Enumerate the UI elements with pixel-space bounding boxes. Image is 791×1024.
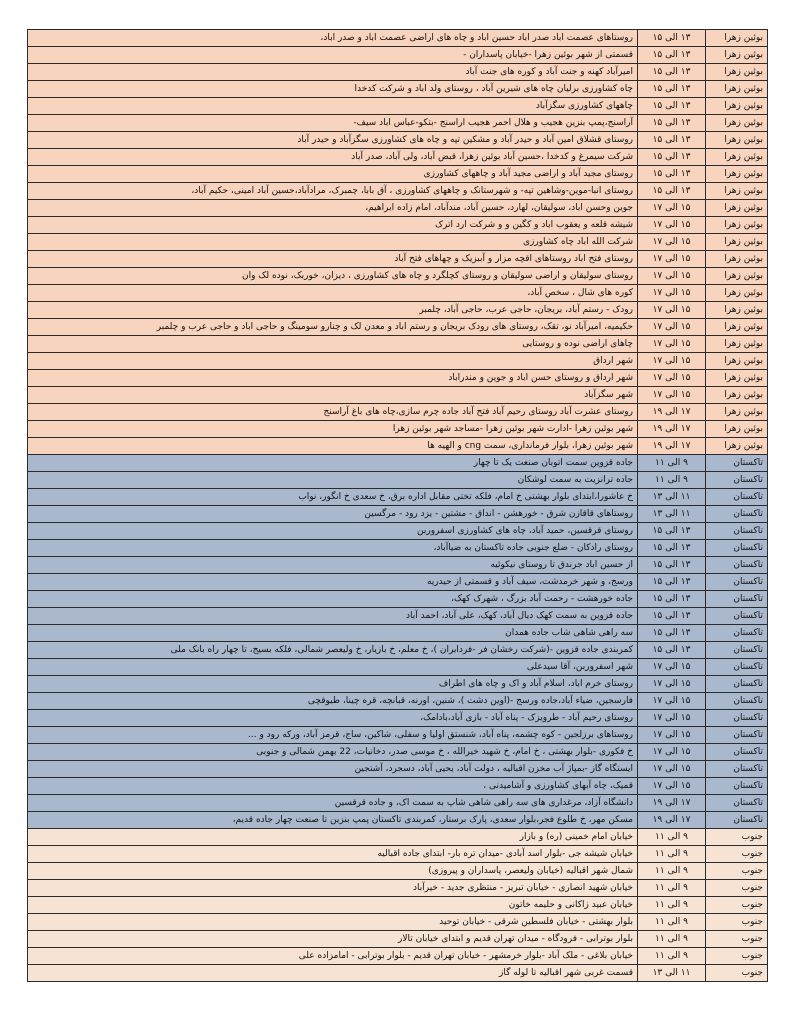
time-window-cell: ۱۵ الی ۱۷ (638, 217, 706, 234)
time-window-cell: ۱۳ الی ۱۵ (638, 132, 706, 149)
affected-areas-cell: کمربندی جاده قزوین -(شرکت رخشان فر -فردابران )، خ معلم، خ بازیار، خ ولیعصر شمالی، فلکه بسیج، تا چهار راه بانک ملی (28, 642, 638, 659)
table-row (28, 778, 768, 795)
region-cell: تاکستان (706, 727, 768, 744)
affected-areas-cell: دانشگاه آزاد، مرغداری های سه راهی شاهی شاپ به سمت اک، و جاده قرقسین (28, 795, 638, 812)
affected-areas-cell: ورسج، و شهر خرمدشت، سیف آباد و قسمتی از حیدریه (28, 574, 638, 591)
affected-areas-cell: امیرآباد کهنه و جنت آباد و کوره های جنت آباد (28, 64, 638, 81)
table-row (28, 472, 768, 489)
table-row (28, 30, 768, 47)
affected-areas-cell: مسکن مهر، خ طلوع فجر،بلوار سعدی، پارک برستار، کمربندی تاکستان پمپ بنزین تا صنعت چهار جاده قدیم، (28, 812, 638, 829)
affected-areas-cell: شرکت سیمرغ و کدخدا ،حسین آباد بوئین زهرا، قبض آباد، ولی آباد، صدر آباد (28, 149, 638, 166)
region-cell: جنوب (706, 965, 768, 982)
affected-areas-cell: شمال شهر اقبالیه (خیابان ولیعصر، پاسداران و پیروزی) (28, 863, 638, 880)
time-window-cell: ۹ الی ۱۱ (638, 829, 706, 846)
affected-areas-cell: روستای انبا-موین-وشاهین تپه- و شهرستانک و چاههای کشاورزی ، آق بابا، چمبرک، مرادآباد،حسین آباد امینی، حکیم آباد، (28, 183, 638, 200)
time-window-cell: ۹ الی ۱۱ (638, 897, 706, 914)
table-row (28, 489, 768, 506)
affected-areas-cell: چاههای کشاورزی سگزآباد (28, 98, 638, 115)
time-window-cell: ۱۳ الی ۱۵ (638, 166, 706, 183)
region-cell: بوئین زهرا (706, 30, 768, 47)
affected-areas-cell: شرکت الله اباد چاه کشاورزی (28, 234, 638, 251)
time-window-cell: ۱۱ الی ۱۳ (638, 506, 706, 523)
affected-areas-cell: روستاهای عصمت اباد صدر اباد حسین اباد و چاه های اراضی عصمت اباد و صدر اباد، (28, 30, 638, 47)
time-window-cell: ۱۱ الی ۱۳ (638, 965, 706, 982)
region-cell: تاکستان (706, 778, 768, 795)
affected-areas-cell: خ عاشورا،ابتدای بلوار بهشتی خ امام، فلکه تختی مقابل اداره برق، خ سعدی خ انگور، نواب (28, 489, 638, 506)
affected-areas-cell: جاده قزوین سمت اتوبان صنعت یک تا چهار (28, 455, 638, 472)
time-window-cell: ۱۷ الی ۱۹ (638, 404, 706, 421)
region-cell: تاکستان (706, 506, 768, 523)
region-cell: تاکستان (706, 540, 768, 557)
table-row (28, 455, 768, 472)
region-cell: بوئین زهرا (706, 268, 768, 285)
region-cell: تاکستان (706, 659, 768, 676)
region-cell: جنوب (706, 863, 768, 880)
time-window-cell: ۹ الی ۱۱ (638, 455, 706, 472)
table-row (28, 642, 768, 659)
region-cell: بوئین زهرا (706, 336, 768, 353)
affected-areas-cell: شهر بوئین زهرا -ادارت شهر بوئین زهرا -مساجد شهر بوئین زهرا (28, 421, 638, 438)
table-row (28, 574, 768, 591)
affected-areas-cell: روستای خرم اباد، اسلام آباد و اک و چاه های اطراف (28, 676, 638, 693)
region-cell: تاکستان (706, 557, 768, 574)
time-window-cell: ۱۵ الی ۱۷ (638, 268, 706, 285)
time-window-cell: ۱۵ الی ۱۷ (638, 370, 706, 387)
region-cell: تاکستان (706, 710, 768, 727)
affected-areas-cell: ایستگاه گاز -بمپاژ آب مخزن اقبالیه ، دولت آباد، یحیی آباد، دسجرد، آشتجین (28, 761, 638, 778)
table-row (28, 183, 768, 200)
table-row (28, 353, 768, 370)
region-cell: بوئین زهرا (706, 132, 768, 149)
region-cell: بوئین زهرا (706, 64, 768, 81)
time-window-cell: ۹ الی ۱۱ (638, 931, 706, 948)
affected-areas-cell: روستای عشرت آباد روستای رحیم آباد فتح آباد جاده چرم سازی،چاه های باغ آراسنج (28, 404, 638, 421)
time-window-cell: ۱۵ الی ۱۷ (638, 676, 706, 693)
region-cell: تاکستان (706, 455, 768, 472)
time-window-cell: ۱۵ الی ۱۷ (638, 234, 706, 251)
affected-areas-cell: روستای سولیقان و اراضی سولیقان و روستای کچلگرد و چاه های کشاورزی ، دیزان، خوربک، نوده لک وان (28, 268, 638, 285)
region-cell: بوئین زهرا (706, 285, 768, 302)
region-cell: تاکستان (706, 761, 768, 778)
table-row (28, 761, 768, 778)
table-row (28, 812, 768, 829)
affected-areas-cell: روستاهای برزلجین - کوه چشمه، پناه آباد، شنستق اولیا و سفلی، شاکین، ساج، قرمز آباد، ورکه رود و ... (28, 727, 638, 744)
region-cell: بوئین زهرا (706, 81, 768, 98)
table-row (28, 608, 768, 625)
table-row (28, 557, 768, 574)
region-cell: تاکستان (706, 676, 768, 693)
region-cell: بوئین زهرا (706, 166, 768, 183)
affected-areas-cell: خیابان امام خمینی (ره) و بازار (28, 829, 638, 846)
table-row (28, 319, 768, 336)
affected-areas-cell: حکیمیه، امیرآباد نو، تقک، روستای های رودک بریجان و رستم اباد و معدن لک و چنارو سومینگ و حاجی اباد و حاجی عرب و چلمبر (28, 319, 638, 336)
region-cell: تاکستان (706, 744, 768, 761)
affected-areas-cell: روستاهای قاقازن شرق - خورهشن - انداق - مشتین - یزد رود - مرگسین (28, 506, 638, 523)
table-row (28, 285, 768, 302)
table-row (28, 914, 768, 931)
table-row (28, 965, 768, 982)
region-cell: بوئین زهرا (706, 438, 768, 455)
time-window-cell: ۱۳ الی ۱۵ (638, 540, 706, 557)
affected-areas-cell: شهر بوئین زهرا، بلوار فرمانداری، سمت cng و الهیه ها (28, 438, 638, 455)
table-row (28, 863, 768, 880)
time-window-cell: ۱۳ الی ۱۵ (638, 149, 706, 166)
time-window-cell: ۱۳ الی ۱۵ (638, 64, 706, 81)
time-window-cell: ۹ الی ۱۱ (638, 863, 706, 880)
table-row (28, 829, 768, 846)
table-row (28, 336, 768, 353)
time-window-cell: ۱۳ الی ۱۵ (638, 591, 706, 608)
time-window-cell: ۱۷ الی ۱۹ (638, 812, 706, 829)
table-row (28, 540, 768, 557)
table-row (28, 710, 768, 727)
table-row (28, 523, 768, 540)
region-cell: تاکستان (706, 523, 768, 540)
time-window-cell: ۱۵ الی ۱۷ (638, 353, 706, 370)
region-cell: بوئین زهرا (706, 302, 768, 319)
table-row (28, 98, 768, 115)
region-cell: جنوب (706, 914, 768, 931)
time-window-cell: ۱۵ الی ۱۷ (638, 710, 706, 727)
region-cell: بوئین زهرا (706, 183, 768, 200)
time-window-cell: ۱۳ الی ۱۵ (638, 608, 706, 625)
table-row (28, 115, 768, 132)
region-cell: بوئین زهرا (706, 387, 768, 404)
region-cell: بوئین زهرا (706, 98, 768, 115)
table-row (28, 948, 768, 965)
affected-areas-cell: روستای فتح اباد روستاهای اقچه مزار و آببزیک و چهاهای فتح آباد (28, 251, 638, 268)
time-window-cell: ۹ الی ۱۱ (638, 914, 706, 931)
region-cell: جنوب (706, 829, 768, 846)
region-cell: بوئین زهرا (706, 370, 768, 387)
table-row (28, 591, 768, 608)
table-row (28, 846, 768, 863)
time-window-cell: ۱۵ الی ۱۷ (638, 761, 706, 778)
time-window-cell: ۱۵ الی ۱۷ (638, 387, 706, 404)
table-row (28, 302, 768, 319)
time-window-cell: ۱۵ الی ۱۷ (638, 659, 706, 676)
table-row (28, 795, 768, 812)
table-row (28, 506, 768, 523)
region-cell: تاکستان (706, 574, 768, 591)
region-cell: تاکستان (706, 812, 768, 829)
table-row (28, 268, 768, 285)
affected-areas-cell: روستای رادکان - ضلع جنوبی جاده تاکستان به ضیاآباد، (28, 540, 638, 557)
table-row (28, 727, 768, 744)
schedule-body (28, 30, 768, 982)
table-row (28, 693, 768, 710)
region-cell: بوئین زهرا (706, 319, 768, 336)
affected-areas-cell: روستای قرقسین، حمید آباد، چاه های کشاورزی اسفروربن (28, 523, 638, 540)
affected-areas-cell: خ فکوری -بلوار بهشتی ، خ امام، خ شهید خیرالله ، خ موسی صدر، دخانیات، 22 بهمن شمالی و جنوبی (28, 744, 638, 761)
affected-areas-cell: روستای رحیم آباد - طرویزک - پناه آباد - بازی آباد،بادامک، (28, 710, 638, 727)
affected-areas-cell: قسمت غربی شهر اقبالیه تا لوله گاز (28, 965, 638, 982)
affected-areas-cell: خیابان شیشه جی -بلوار اسد آبادی -میدان تره بار- ابتدای جاده اقبالیه (28, 846, 638, 863)
time-window-cell: ۱۳ الی ۱۵ (638, 642, 706, 659)
affected-areas-cell: فارسجین، ضیاء آباد،جاده ورسج -(اوین دشت )، شنین، اورنه، قبانچه، قره چینا، طیوقچی (28, 693, 638, 710)
region-cell: بوئین زهرا (706, 421, 768, 438)
region-cell: جنوب (706, 880, 768, 897)
affected-areas-cell: رودک - رستم آباد، بریجان، حاجی عرب، حاجی آباد، چلمبر (28, 302, 638, 319)
region-cell: بوئین زهرا (706, 115, 768, 132)
region-cell: بوئین زهرا (706, 251, 768, 268)
table-row (28, 931, 768, 948)
region-cell: تاکستان (706, 795, 768, 812)
table-row (28, 149, 768, 166)
table-row (28, 387, 768, 404)
table-row (28, 234, 768, 251)
region-cell: جنوب (706, 948, 768, 965)
time-window-cell: ۱۵ الی ۱۷ (638, 727, 706, 744)
region-cell: بوئین زهرا (706, 353, 768, 370)
time-window-cell: ۱۵ الی ۱۷ (638, 302, 706, 319)
affected-areas-cell: بلوار بوترابی - فرودگاه - میدان تهران قدیم و ابتدای خیابان تالار (28, 931, 638, 948)
table-row (28, 744, 768, 761)
region-cell: بوئین زهرا (706, 234, 768, 251)
time-window-cell: ۱۵ الی ۱۷ (638, 319, 706, 336)
affected-areas-cell: شهر اسفروربن، آقا سیدعلی (28, 659, 638, 676)
affected-areas-cell: جاده خورهشت - رحمت آباد بزرگ ، شهرک کهک، (28, 591, 638, 608)
region-cell: تاکستان (706, 608, 768, 625)
time-window-cell: ۱۳ الی ۱۵ (638, 625, 706, 642)
time-window-cell: ۱۳ الی ۱۵ (638, 115, 706, 132)
affected-areas-cell: چاهای اراضی نوده و روستایی (28, 336, 638, 353)
table-row (28, 897, 768, 914)
region-cell: بوئین زهرا (706, 217, 768, 234)
time-window-cell: ۱۵ الی ۱۷ (638, 251, 706, 268)
affected-areas-cell: جاده قزوین به سمت کهک دیال آباد، کهک، علی آباد، احمد آباد (28, 608, 638, 625)
table-row (28, 404, 768, 421)
time-window-cell: ۱۷ الی ۱۹ (638, 421, 706, 438)
affected-areas-cell: جوین وحسن اباد، سولیقان، لهارد، حسین آباد، مندآباد، امام زاده ابراهیم، (28, 200, 638, 217)
table-row (28, 421, 768, 438)
table-row (28, 370, 768, 387)
affected-areas-cell: شیشه قلعه و یعقوب اباد و کگین و و شرکت ارد اترک (28, 217, 638, 234)
region-cell: بوئین زهرا (706, 149, 768, 166)
region-cell: تاکستان (706, 472, 768, 489)
region-cell: تاکستان (706, 591, 768, 608)
table-row (28, 64, 768, 81)
affected-areas-cell: خیابان شهید انصاری - خیابان تبریز - منتظری جدید - خیرآباد (28, 880, 638, 897)
time-window-cell: ۹ الی ۱۱ (638, 948, 706, 965)
affected-areas-cell: شهر سگزآباد (28, 387, 638, 404)
time-window-cell: ۱۳ الی ۱۵ (638, 98, 706, 115)
region-cell: جنوب (706, 897, 768, 914)
time-window-cell: ۱۱ الی ۱۳ (638, 489, 706, 506)
time-window-cell: ۱۳ الی ۱۵ (638, 523, 706, 540)
table-row (28, 676, 768, 693)
affected-areas-cell: سه راهی شاهی شاب جاده همدان (28, 625, 638, 642)
outage-schedule-table (27, 29, 768, 982)
time-window-cell: ۹ الی ۱۱ (638, 880, 706, 897)
table-row (28, 166, 768, 183)
time-window-cell: ۱۵ الی ۱۷ (638, 200, 706, 217)
affected-areas-cell: جاده ترانزیت به سمت لوشکان (28, 472, 638, 489)
region-cell: بوئین زهرا (706, 200, 768, 217)
region-cell: بوئین زهرا (706, 47, 768, 64)
affected-areas-cell: روستای قشلاق امین آباد و حیدر آباد و مشکین تپه و چاه های کشاورزی سگزآباد و حیدر آباد (28, 132, 638, 149)
region-cell: بوئین زهرا (706, 404, 768, 421)
affected-areas-cell: کوره های شال ، سخص آباد، (28, 285, 638, 302)
time-window-cell: ۱۵ الی ۱۷ (638, 744, 706, 761)
table-row (28, 625, 768, 642)
time-window-cell: ۱۳ الی ۱۵ (638, 557, 706, 574)
table-row (28, 200, 768, 217)
affected-areas-cell: قمیک، چاه آبهای کشاورزی و آشامیدنی ، (28, 778, 638, 795)
affected-areas-cell: روستای مجید آباد و اراضی مجید آباد و چاههای کشاورزی (28, 166, 638, 183)
time-window-cell: ۱۵ الی ۱۷ (638, 693, 706, 710)
time-window-cell: ۱۵ الی ۱۷ (638, 285, 706, 302)
affected-areas-cell: قسمتی از شهر بوئین زهرا -خیابان پاسداران - (28, 47, 638, 64)
time-window-cell: ۱۳ الی ۱۵ (638, 574, 706, 591)
time-window-cell: ۱۳ الی ۱۵ (638, 183, 706, 200)
table-row (28, 659, 768, 676)
table-row (28, 81, 768, 98)
time-window-cell: ۱۳ الی ۱۵ (638, 30, 706, 47)
affected-areas-cell: شهر ارداق (28, 353, 638, 370)
table-row (28, 47, 768, 64)
affected-areas-cell: خیابان بلاغی - ملک آباد -بلوار خرمشهر - خیابان تهران قدیم - بلوار بوترابی - امامزاده علی (28, 948, 638, 965)
time-window-cell: ۹ الی ۱۱ (638, 472, 706, 489)
time-window-cell: ۱۷ الی ۱۹ (638, 795, 706, 812)
table-row (28, 438, 768, 455)
table-row (28, 217, 768, 234)
region-cell: تاکستان (706, 642, 768, 659)
region-cell: تاکستان (706, 693, 768, 710)
table-row (28, 132, 768, 149)
region-cell: جنوب (706, 846, 768, 863)
table-row (28, 251, 768, 268)
region-cell: جنوب (706, 931, 768, 948)
affected-areas-cell: خیابان عبید زاکانی و حلیمه خاتون (28, 897, 638, 914)
time-window-cell: ۱۵ الی ۱۷ (638, 336, 706, 353)
affected-areas-cell: بلوار بهشتی - خیابان فلسطین شرقی - خیابان توحید (28, 914, 638, 931)
region-cell: تاکستان (706, 489, 768, 506)
affected-areas-cell: چاه کشاورزی برلیان چاه های شیرین آباد ، روستای ولد اباد و شرکت کدخدا (28, 81, 638, 98)
time-window-cell: ۱۵ الی ۱۷ (638, 778, 706, 795)
region-cell: تاکستان (706, 625, 768, 642)
affected-areas-cell: آراسنج،پمپ بنزین هجیب و هلال احمر هجیب اراسنج -بتکو-عباس اباد سیف- (28, 115, 638, 132)
time-window-cell: ۹ الی ۱۱ (638, 846, 706, 863)
time-window-cell: ۱۳ الی ۱۵ (638, 47, 706, 64)
affected-areas-cell: از حسین اباد جرندق تا روستای نیکوئیه (28, 557, 638, 574)
affected-areas-cell: شهر ارداق و روستای حسن اباد و جوین و مندراباد (28, 370, 638, 387)
time-window-cell: ۱۳ الی ۱۵ (638, 81, 706, 98)
time-window-cell: ۱۷ الی ۱۹ (638, 438, 706, 455)
table-row (28, 880, 768, 897)
